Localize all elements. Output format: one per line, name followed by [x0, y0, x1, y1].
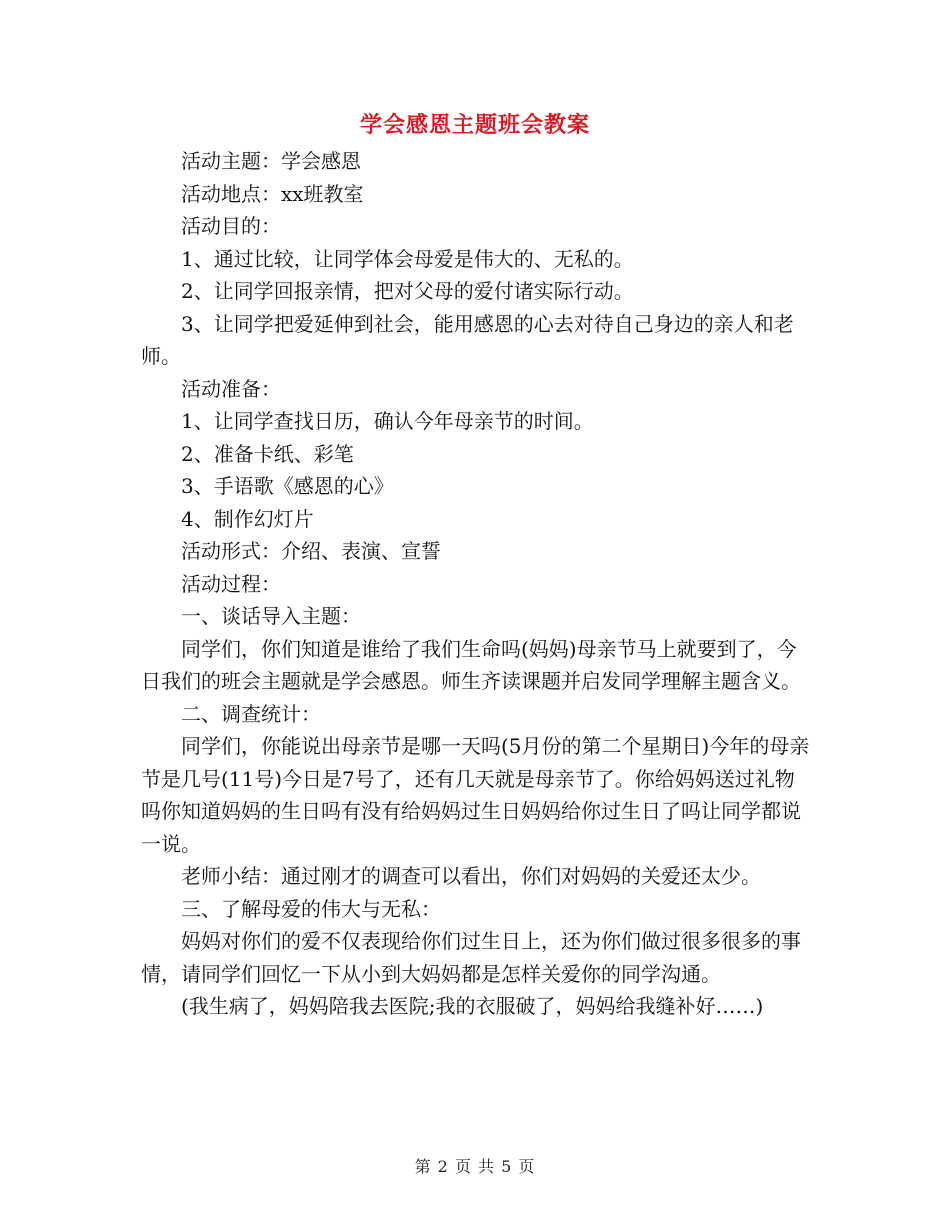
- paragraph-prep-2: 2、准备卡纸、彩笔: [181, 441, 354, 466]
- paragraph-activity-form: 活动形式：介绍、表演、宣誓: [181, 539, 441, 563]
- paragraph-prep-4: 4、制作幻灯片: [181, 506, 314, 531]
- paragraph-process-heading: 活动过程：: [181, 571, 281, 596]
- paragraph-section-3-text: 妈妈对你们的爱不仅表现给你们过生日上，还为你们做过很多很多的事情，请同学们回忆一下从小到大妈妈都是怎样关爱你的同学沟通。: [141, 929, 801, 986]
- paragraph-teacher-summary: 老师小结：通过刚才的调查可以看出，你们对妈妈的关爱还太少。: [181, 864, 761, 888]
- paragraph-goal-3: 3、让同学把爱延伸到社会，能用感恩的心去对待自己身边的亲人和老师。: [141, 311, 794, 368]
- paragraph-section-1-heading: 一、谈话导入主题：: [181, 604, 361, 628]
- paragraph-activity-location: 活动地点：xx班教室: [181, 181, 364, 206]
- paragraph-activity-theme: 活动主题：学会感恩: [181, 149, 361, 173]
- paragraph-section-3-heading: 三、了解母爱的伟大与无私：: [181, 896, 441, 921]
- paragraph-section-1-text: 同学们，你们知道是谁给了我们生命吗(妈妈)母亲节马上就要到了，今日我们的班会主题就是学会感恩。师生齐读课题并启发同学理解主题含义。: [141, 636, 801, 693]
- document-body: [141, 145, 811, 1023]
- paragraph-goal-1: 1、通过比较，让同学体会母爱是伟大的、无私的。: [181, 246, 634, 271]
- page-footer: 第 2 页 共 5 页: [414, 1157, 536, 1176]
- paragraph-goal-2: 2、让同学回报亲情，把对父母的爱付诸实际行动。: [181, 279, 634, 303]
- paragraph-prep-3: 3、手语歌《感恩的心》: [181, 474, 394, 498]
- paragraph-section-3-examples: (我生病了，妈妈陪我去医院;我的衣服破了，妈妈给我缝补好……): [181, 994, 764, 1018]
- paragraph-prep-1: 1、让同学查找日历，确认今年母亲节的时间。: [181, 409, 594, 433]
- paragraph-activity-goals-heading: 活动目的：: [181, 214, 281, 238]
- paragraph-preparation-heading: 活动准备：: [181, 376, 281, 401]
- document-title: 学会感恩主题班会教案: [359, 112, 590, 138]
- paragraph-section-2-heading: 二、调查统计：: [181, 701, 321, 726]
- paragraph-section-2-text: 同学们，你能说出母亲节是哪一天吗(5月份的第二个星期日)今年的母亲节是几号(11号)今日是7号了，还有几天就是母亲节了。你给妈妈送过礼物吗你知道妈妈的生日吗有没有给妈妈过生日妈妈给你过生日了吗让同学都说一说。: [141, 734, 810, 856]
